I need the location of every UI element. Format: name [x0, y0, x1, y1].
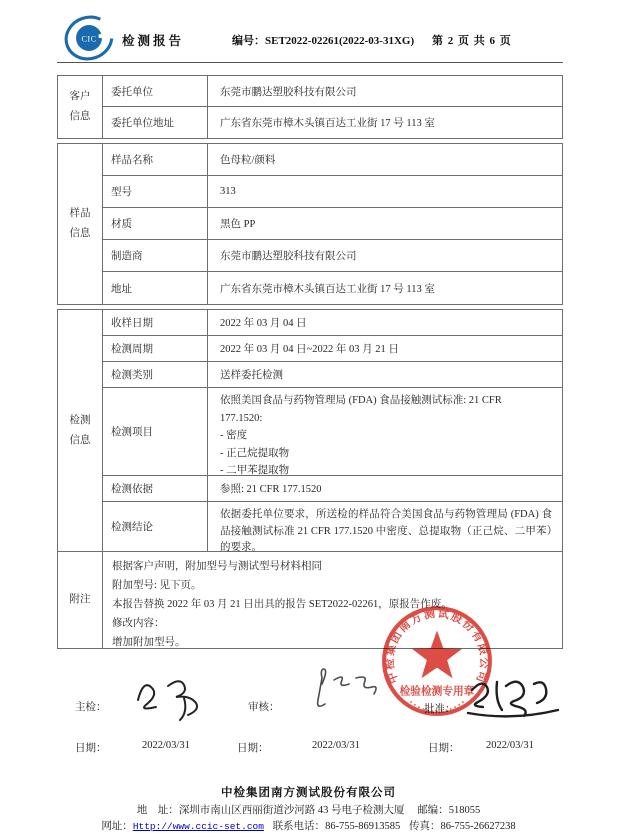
notes-line: 根据客户声明，附加型号与测试型号材料相同: [112, 561, 322, 572]
page-indicator: 第 2 页 共 6 页: [432, 35, 512, 47]
row-label: 委托单位: [103, 76, 208, 107]
seal-caption-text: 检验检测专用章: [399, 685, 475, 698]
row-label: 型号: [103, 176, 208, 208]
notes-line: 增加附加型号。: [112, 637, 186, 648]
customer-info-table: [57, 75, 563, 139]
footer-address-line: [0, 802, 617, 817]
section-label-customer: 客户信息: [58, 76, 103, 138]
footer-zip-label: 邮编：: [417, 805, 449, 816]
row-value: 送样委托检测: [208, 362, 562, 388]
report-number-value: SET2022-02261(2022-03-31XG): [265, 35, 415, 47]
date-value: 2022/03/31: [486, 740, 534, 751]
footer-tel: 86-755-86913585: [325, 821, 401, 832]
report-title: 检测报告: [122, 34, 185, 48]
row-value: 313: [208, 176, 562, 208]
row-label: 地址: [103, 272, 208, 304]
test-conclusion: 依据委托单位要求，所送检的样品符合美国食品与药物管理局 (FDA) 食品接触测试标准 21 CFR 177.1520 中密度、总提取物（正己烷、二甲苯）的要求。: [208, 502, 562, 552]
seal-ring-text: 中检集团南方测试股份有限公司: [383, 607, 490, 685]
section-label-notes: 附注: [58, 552, 103, 648]
footer-web-label: 网址：: [101, 821, 133, 832]
date-label: 日期：: [237, 743, 269, 754]
inspector-label: 主检：: [75, 702, 107, 713]
row-label: 检测周期: [103, 336, 208, 362]
test-info-table: [57, 309, 563, 649]
row-value: 广东省东莞市樟木头镇百达工业街 17 号 113 室: [220, 118, 435, 129]
test-item-line: - 二甲苯提取物: [220, 465, 290, 476]
test-item-line: 177.1520:: [220, 412, 263, 424]
row-label: 制造商: [103, 240, 208, 272]
report-tables: [57, 75, 563, 653]
row-label: 检测结论: [103, 502, 208, 552]
report-number-label: 编号：: [232, 35, 265, 47]
footer-address-label: 地 址：: [136, 805, 179, 816]
row-label: 检测类别: [103, 362, 208, 388]
footer-address: 深圳市南山区西丽街道沙河路 43 号电子检测大厦: [178, 805, 405, 816]
row-value: 黑色 PP: [208, 208, 562, 240]
section-label-test: 检测信息: [58, 310, 103, 552]
test-item-line: - 正己烷提取物: [220, 447, 290, 459]
date-value: 2022/03/31: [142, 740, 190, 751]
cic-logo-icon: [62, 14, 116, 62]
row-label: 检测依据: [103, 476, 208, 502]
footer-zip: 518055: [448, 805, 481, 816]
row-label: 检测项目: [103, 388, 208, 476]
reviewer-signature: [306, 666, 388, 720]
test-item-line: 依照美国食品与药物管理局 (FDA) 食品接触测试标准: 21 CFR: [220, 395, 502, 406]
row-value: 东莞市鹏达塑胶科技有限公司: [208, 240, 562, 272]
footer-tel-label: 联系电话：: [272, 821, 326, 832]
svg-text:CIC: CIC: [81, 34, 97, 44]
footer-contact-line: [0, 818, 617, 833]
date-value: 2022/03/31: [312, 740, 360, 751]
row-value: 色母粒/颜料: [208, 144, 562, 176]
row-value: 2022 年 03 月 04 日~2022 年 03 月 21 日: [208, 336, 562, 362]
header-divider: [57, 62, 563, 63]
date-label: 日期：: [75, 743, 107, 754]
row-label: 委托单位地址: [103, 107, 208, 138]
sample-info-table: [57, 143, 563, 305]
footer-fax: 86-755-26627238: [440, 821, 516, 832]
row-label: 收样日期: [103, 310, 208, 336]
report-number: [232, 32, 414, 48]
section-label-sample: 样品信息: [58, 144, 103, 304]
footer-website-link[interactable]: Http://www.ccic-set.com: [132, 821, 264, 832]
row-value: 东莞市鹏达塑胶科技有限公司: [208, 76, 562, 107]
footer-fax-label: 传真：: [408, 821, 441, 832]
inspector-signature: [128, 672, 216, 724]
notes-line: 修改内容：: [112, 618, 165, 629]
approver-label: 批准：: [424, 704, 456, 715]
row-label: 材质: [103, 208, 208, 240]
notes-line: 本报告替换 2022 年 03 月 21 日出具的报告 SET2022-02261，原报告作废。: [112, 599, 452, 610]
test-items: [208, 388, 562, 476]
footer-company-name: 中检集团南方测试股份有限公司: [221, 787, 396, 799]
reviewer-label: 审核：: [248, 702, 280, 713]
row-value: 2022 年 03 月 04 日: [208, 310, 562, 336]
row-value: 参照: 21 CFR 177.1520: [208, 476, 562, 502]
row-value: 广东省东莞市樟木头镇百达工业街 17 号 113 室: [220, 283, 435, 295]
date-label: 日期：: [428, 743, 460, 754]
approver-signature: [462, 672, 562, 728]
row-label: 样品名称: [103, 144, 208, 176]
seal-star-icon: [412, 630, 462, 678]
notes-line: 附加型号: 见下页。: [112, 580, 202, 591]
test-item-line: - 密度: [220, 430, 248, 441]
